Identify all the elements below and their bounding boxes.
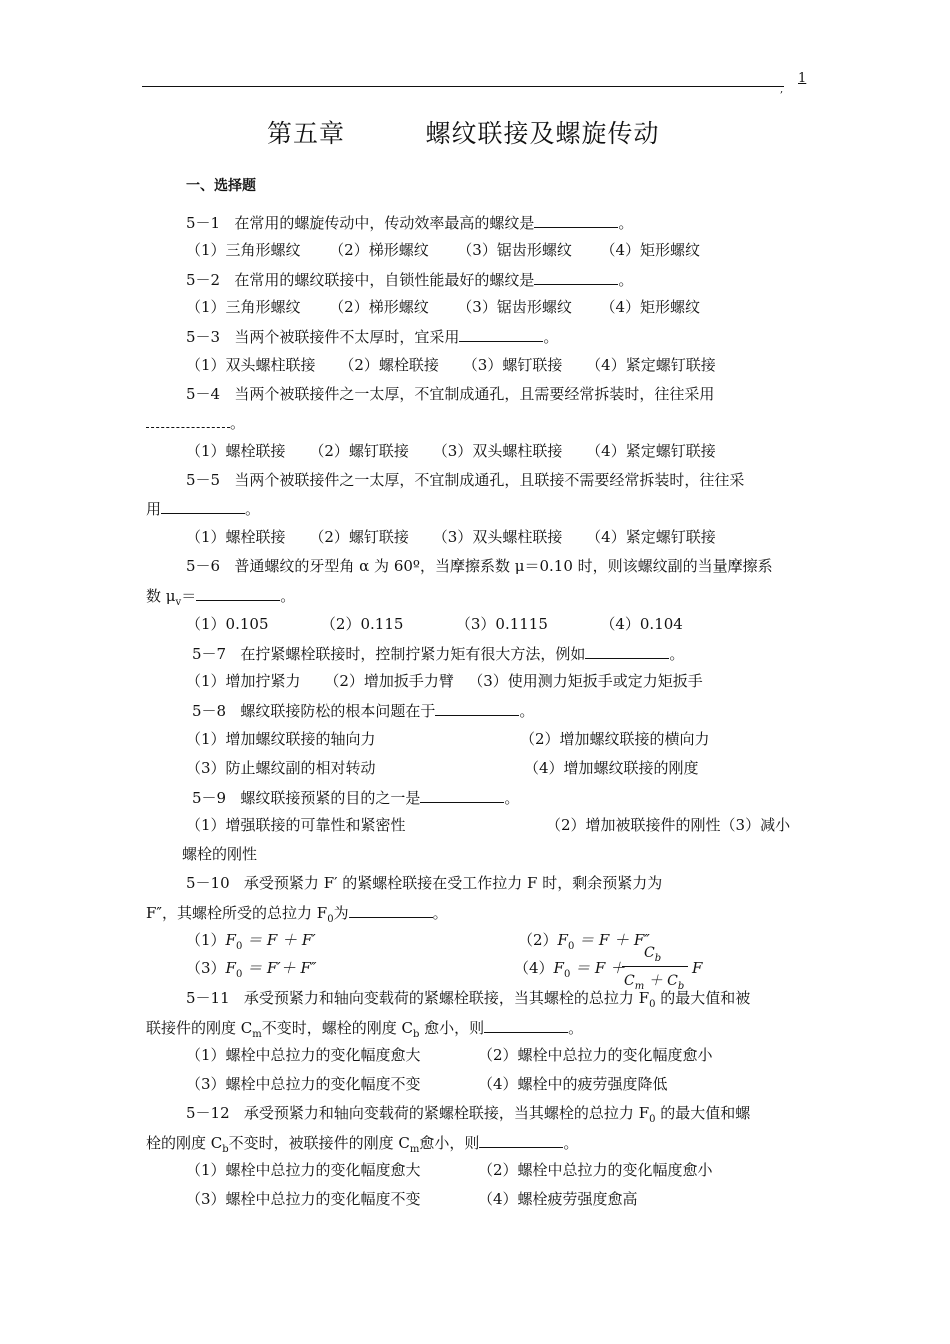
option-5-9-1: （1）增强联接的可靠性和紧密性 (186, 816, 406, 834)
option-5-12-2: （2）螺栓中总拉力的变化幅度愈小 (478, 1161, 713, 1179)
question-5-11: 5－11 承受预紧力和轴向变载荷的紧螺栓联接，当其螺栓的总拉力 $F_0$ 的最大值和被 (186, 989, 751, 1010)
answer-blank (161, 498, 245, 514)
option-5-11-1: （1）螺栓中总拉力的变化幅度愈大 (186, 1046, 421, 1064)
question-5-1: 5－1 在常用的螺旋传动中，传动效率最高的螺纹是 。 (186, 214, 634, 232)
answer-line-5-6: 数 $\mu_v=$ 。 (146, 587, 296, 608)
question-5-5: 5－5 当两个被联接件之一太厚，不宜制成通孔，且联接不需要经常拆装时，往往采 (186, 471, 745, 489)
options-5-6: （1）0.105 （2）0.115 （3）0.1115 （4）0.104 (186, 615, 683, 633)
option-5-11-2: （2）螺栓中总拉力的变化幅度愈小 (478, 1046, 713, 1064)
chapter-title: 第五章 螺纹联接及螺旋传动 (267, 119, 660, 148)
option-5-12-3: （3）螺栓中总拉力的变化幅度不变 (186, 1190, 421, 1208)
answer-blank (349, 902, 433, 918)
question-text: 5－1 在常用的螺旋传动中，传动效率最高的螺纹是 (186, 214, 535, 232)
option-5-9-3: 螺栓的刚性 (182, 845, 258, 863)
option-5-12-1: （1）螺栓中总拉力的变化幅度愈大 (186, 1161, 421, 1179)
option-5-10-4: $(4)F_0 = F$ ＋ (514, 959, 626, 980)
header-mark: , (780, 84, 784, 95)
question-5-2: 5－2 在常用的螺纹联接中，自锁性能最好的螺纹是 。 (186, 271, 634, 289)
options-5-5: （1）螺栓联接 （2）螺钉联接 （3）双头螺柱联接 （4）紧定螺钉联接 (186, 528, 716, 546)
answer-blank (196, 585, 280, 601)
options-5-2: （1）三角形螺纹 （2）梯形螺纹 （3）锯齿形螺纹 （4）矩形螺纹 (186, 298, 701, 316)
answer-blank (585, 643, 669, 659)
options-5-1: （1）三角形螺纹 （2）梯形螺纹 （3）锯齿形螺纹 （4）矩形螺纹 (186, 241, 701, 259)
question-text: 5－9 螺纹联接预紧的目的之一是 (192, 789, 421, 807)
answer-blank (459, 326, 543, 342)
question-5-12: 5－12 承受预紧力和轴向变载荷的紧螺栓联接，当其螺栓的总拉力 $F_0$ 的最大值和螺 (186, 1104, 751, 1125)
answer-blank (534, 269, 618, 285)
answer-blank (435, 700, 519, 716)
question-text: 5－7 在拧紧螺栓联接时，控制拧紧力矩有很大方法，例如 (192, 645, 586, 663)
option-5-12-4: （4）螺栓疲劳强度愈高 (478, 1190, 638, 1208)
option-5-11-4: （4）螺栓中的疲劳强度降低 (478, 1075, 668, 1093)
question-5-7: 5－7 在拧紧螺栓联接时，控制拧紧力矩有很大方法，例如 。 (192, 645, 685, 663)
question-5-4: 5－4 当两个被联接件之一太厚，不宜制成通孔，且需要经常拆装时，往往采用 (186, 385, 715, 403)
answer-line-5-4: 。 (146, 412, 245, 433)
answer-blank (479, 1132, 563, 1148)
question-5-10: 5－10 承受预紧力 F′ 的紧螺栓联接在受工作拉力 F 时，剩余预紧力为 (186, 874, 663, 892)
question-text: 5－8 螺纹联接防松的根本问题在于 (192, 702, 436, 720)
question-5-6: 5－6 普通螺纹的牙型角 α 为 60º，当摩擦系数 μ＝0.10 时，则该螺纹副的当量摩擦系 (186, 557, 773, 575)
option-5-8-2: （2）增加螺纹联接的横向力 (520, 730, 710, 748)
page-number: 1 (798, 71, 807, 86)
question-5-12-cont: 栓的刚度 $C_b$不变时，被联接件的刚度 $C_m$愈小，则 。 (146, 1134, 579, 1155)
option-5-10-3: $(3)F_0 = F'+ F''$ (186, 959, 317, 980)
answer-line-5-5: 用 。 (146, 500, 261, 518)
answer-blank (484, 1017, 568, 1033)
option-5-8-1: （1）增加螺纹联接的轴向力 (186, 730, 376, 748)
answer-blank (146, 412, 230, 428)
question-5-11-cont: 联接件的刚度 $C_m$不变时，螺栓的刚度 $C_b$ 愈小，则 。 (146, 1019, 584, 1040)
header-rule (142, 86, 784, 87)
fraction-multiplier: F (692, 959, 703, 977)
fraction-numerator: $C_b$ (644, 945, 662, 964)
option-5-8-4: （4）增加螺纹联接的刚度 (524, 759, 699, 777)
question-text: 5－3 当两个被联接件不太厚时，宜采用 (186, 328, 460, 346)
section-heading: 一、选择题 (186, 178, 256, 194)
question-5-9: 5－9 螺纹联接预紧的目的之一是 。 (192, 789, 520, 807)
option-5-11-3: （3）螺栓中总拉力的变化幅度不变 (186, 1075, 421, 1093)
answer-blank (534, 212, 618, 228)
answer-blank (420, 787, 504, 803)
options-5-4: （1）螺栓联接 （2）螺钉联接 （3）双头螺柱联接 （4）紧定螺钉联接 (186, 442, 716, 460)
options-5-3: （1）双头螺柱联接 （2）螺栓联接 （3）螺钉联接 （4）紧定螺钉联接 (186, 356, 716, 374)
question-5-10-cont: F″，其螺栓所受的总拉力 $F_0$为 。 (146, 904, 448, 925)
question-5-3: 5－3 当两个被联接件不太厚时，宜采用 。 (186, 328, 559, 346)
question-text: 5－2 在常用的螺纹联接中，自锁性能最好的螺纹是 (186, 271, 535, 289)
options-5-7: （1）增加拧紧力 （2）增加扳手力臂 （3）使用测力矩扳手或定力矩扳手 (186, 672, 703, 690)
option-5-8-3: （3）防止螺纹副的相对转动 (186, 759, 376, 777)
option-5-10-2: $(2)F_0 = F + F''$ (518, 931, 650, 952)
option-5-9-2: （2）增加被联接件的刚性（3）减小 (546, 816, 791, 834)
fraction-bar (622, 966, 688, 967)
fraction-denominator: $C_m + C_b$ (624, 973, 685, 992)
option-5-10-1: $(1)F_0 = F + F'$ (186, 931, 316, 952)
question-5-8: 5－8 螺纹联接防松的根本问题在于 。 (192, 702, 535, 720)
